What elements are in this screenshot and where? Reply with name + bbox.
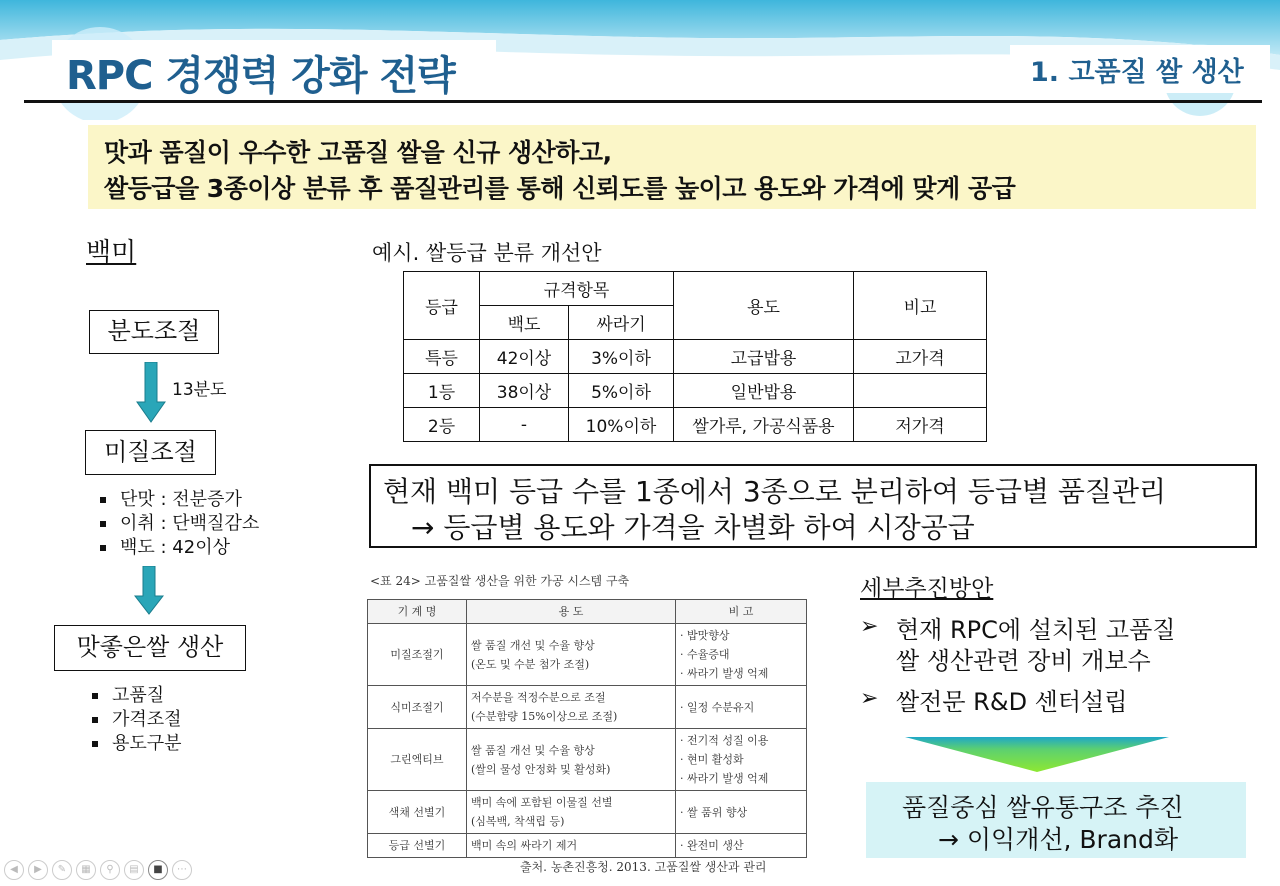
cell-note: 고가격 [854, 340, 987, 374]
cell-grade: 2등 [404, 408, 480, 442]
t24-note-line: · 일정 수분유지 [680, 700, 755, 714]
table-row [368, 686, 807, 729]
header-note: 비고 [854, 272, 987, 340]
flow-step-quality: 미질조절 [85, 430, 216, 475]
cell-broken: 10%이하 [569, 408, 674, 442]
bullet-arrow-icon: ➢ [860, 686, 879, 711]
t24-header-note: 비 고 [676, 600, 807, 624]
t24-note-line: · 수율증대 [680, 648, 730, 661]
result-box [866, 782, 1246, 858]
t24-note [676, 686, 807, 729]
cell-grade: 1등 [404, 374, 480, 408]
table-row [368, 791, 807, 834]
funnel-arrow-icon [905, 735, 1170, 773]
table24-caption: <표 24> 고품질쌀 생산을 위한 가공 시스템 구축 [370, 574, 630, 588]
t24-note [676, 791, 807, 834]
t24-use [467, 624, 676, 686]
t24-use-line: 백미 속에 포함된 이물질 선별 [471, 796, 613, 809]
table24-source: 출처. 농촌진흥청. 2013. 고품질쌀 생산과 관리 [520, 860, 767, 874]
t24-use-line: 저수분을 적정수분으로 조절 [471, 691, 606, 704]
t24-machine: 색채 선별기 [368, 791, 467, 834]
cell-grade: 특등 [404, 340, 480, 374]
grade-table-caption: 예시. 쌀등급 분류 개선안 [372, 241, 602, 265]
cell-whiteness: - [480, 408, 569, 442]
table-row [404, 408, 987, 442]
t24-use [467, 729, 676, 791]
t24-note [676, 834, 807, 858]
t24-header-machine: 기 계 명 [368, 600, 467, 624]
detail-item-1-line-1: 현재 RPC에 설치된 고품질 [896, 616, 1176, 644]
detail-item-1-line-2: 쌀 생산관련 장비 개보수 [896, 647, 1151, 675]
header-broken: 싸라기 [569, 306, 674, 340]
t24-note [676, 729, 807, 791]
flow-heading: 백미 [86, 238, 137, 268]
t24-use [467, 686, 676, 729]
arrow-label: 13분도 [172, 380, 227, 400]
table-row [368, 834, 807, 858]
result-list [86, 684, 182, 756]
cell-note: 저가격 [854, 408, 987, 442]
detail-item-2: 쌀전문 R&D 센터설립 [896, 688, 1128, 716]
list-item: 이취 : 단백질감소 [94, 512, 259, 536]
t24-use-line: 백미 속의 싸라기 제거 [471, 839, 578, 852]
cell-broken: 3%이하 [569, 340, 674, 374]
headline-line-2: 쌀등급을 3종이상 분류 후 품질관리를 통해 신뢰도를 높이고 용도와 가격에 맞게 공급 [104, 174, 1016, 203]
quality-list [94, 488, 259, 560]
title-divider [24, 100, 1262, 103]
headline-box [88, 125, 1256, 209]
subtitle-icon[interactable]: ▤ [124, 860, 144, 880]
t24-machine: 그린엑티브 [368, 729, 467, 791]
table-row [404, 340, 987, 374]
cell-note [854, 374, 987, 408]
flow-step-brightness: 분도조절 [89, 310, 219, 354]
table-row [368, 729, 807, 791]
t24-note-line: · 싸라기 발생 억제 [680, 772, 769, 785]
slides-icon[interactable]: ▦ [76, 860, 96, 880]
section-label: 1. 고품질 쌀 생산 [1030, 57, 1244, 88]
pen-icon[interactable]: ✎ [52, 860, 72, 880]
t24-use-line: (쌀의 물성 안정화 및 활성화) [471, 762, 611, 776]
table-row [404, 374, 987, 408]
flow-step-tasty-rice: 맛좋은쌀 생산 [54, 625, 246, 671]
prev-icon[interactable]: ◀ [4, 860, 24, 880]
cell-whiteness: 42이상 [480, 340, 569, 374]
list-item: 가격조절 [86, 708, 182, 732]
slide-nav-toolbar [4, 860, 192, 882]
t24-use-line: 쌀 품질 개선 및 수율 향상 [471, 743, 595, 757]
t24-note-line: · 밥맛향상 [680, 629, 730, 642]
t24-machine: 미질조절기 [368, 624, 467, 686]
t24-note-line: · 싸라기 발생 억제 [680, 667, 769, 680]
headline-line-1: 맛과 품질이 우수한 고품질 쌀을 신규 생산하고, [104, 138, 612, 167]
zoom-icon[interactable]: ⚲ [100, 860, 120, 880]
result-line-2: → 이익개선, Brand화 [938, 825, 1179, 854]
t24-use-line: (수분함량 15%이상으로 조절) [471, 710, 618, 723]
t24-machine: 식미조절기 [368, 686, 467, 729]
next-icon[interactable]: ▶ [28, 860, 48, 880]
more-icon[interactable]: ⋯ [172, 860, 192, 880]
t24-use-line: (심복백, 착색립 등) [471, 815, 565, 828]
t24-note-line: · 쌀 품위 향상 [680, 805, 748, 819]
current-line-1: 현재 백미 등급 수를 1종에서 3종으로 분리하여 등급별 품질관리 [383, 475, 1167, 508]
header-spec: 규격항목 [480, 272, 674, 306]
t24-note-line: · 현미 활성화 [680, 753, 744, 766]
t24-note-line: · 완전미 생산 [680, 839, 744, 852]
down-arrow-icon [136, 362, 166, 424]
list-item: 고품질 [86, 684, 182, 708]
t24-note [676, 624, 807, 686]
cell-whiteness: 38이상 [480, 374, 569, 408]
current-status-box [369, 464, 1257, 548]
table24-figure [365, 568, 809, 878]
t24-use [467, 791, 676, 834]
t24-header-use: 용 도 [467, 600, 676, 624]
t24-machine: 등급 선별기 [368, 834, 467, 858]
list-item: 용도구분 [86, 732, 182, 756]
header-grade: 등급 [404, 272, 480, 340]
camera-icon[interactable]: ■ [148, 860, 168, 880]
result-line-1: 품질중심 쌀유통구조 추진 [902, 793, 1184, 822]
down-arrow-icon [134, 566, 164, 616]
list-item: 단맛 : 전분증가 [94, 488, 259, 512]
page-title: RPC 경쟁력 강화 전략 [66, 53, 455, 99]
grade-table [403, 271, 987, 442]
cell-broken: 5%이하 [569, 374, 674, 408]
list-item: 백도 : 42이상 [94, 536, 259, 560]
current-line-2: → 등급별 용도와 가격을 차별화 하여 시장공급 [411, 511, 975, 544]
bullet-arrow-icon: ➢ [860, 614, 879, 639]
t24-use [467, 834, 676, 858]
cell-use: 쌀가루, 가공식품용 [674, 408, 854, 442]
t24-use-line: 쌀 품질 개선 및 수율 향상 [471, 638, 595, 652]
t24-note-line: · 전기적 성질 이용 [680, 734, 769, 747]
header-use: 용도 [674, 272, 854, 340]
cell-use: 일반밥용 [674, 374, 854, 408]
detail-heading: 세부추진방안 [860, 576, 994, 602]
t24-use-line: (온도 및 수분 첨가 조절) [471, 657, 590, 671]
header-whiteness: 백도 [480, 306, 569, 340]
table-row [368, 624, 807, 686]
cell-use: 고급밥용 [674, 340, 854, 374]
table24 [367, 599, 807, 858]
